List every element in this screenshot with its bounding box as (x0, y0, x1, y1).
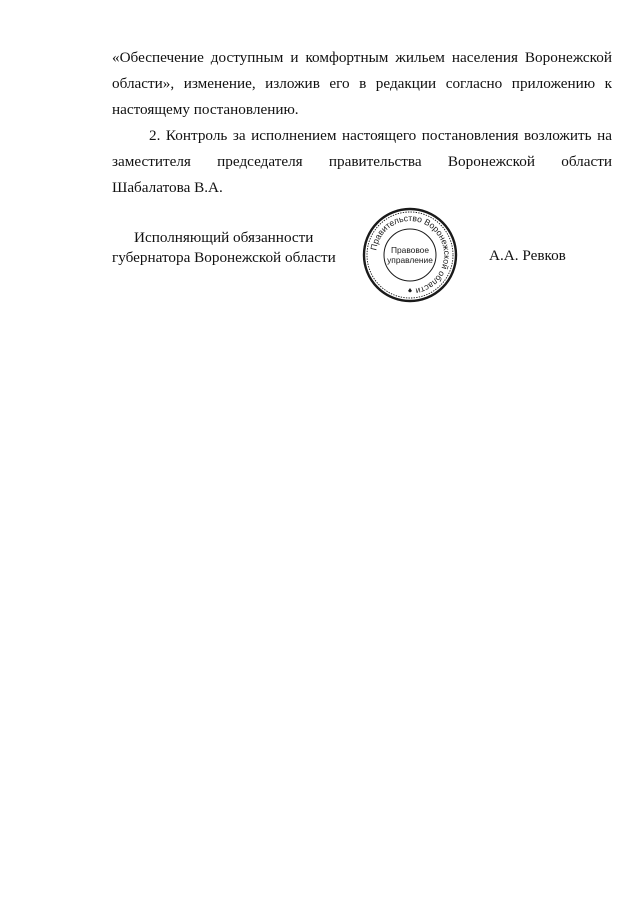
paragraph-2-line-1: 2. Контроль за исполнением настоящего постановления возложить на (149, 127, 612, 144)
seal-ring-text: Правительство Воронежской области (368, 212, 453, 297)
seal-ornament-icon (408, 288, 412, 293)
paragraph-1-line-1: «Обеспечение доступным и комфортным жильем населения Воронежской (112, 49, 612, 66)
signer-position-line-1: Исполняющий обязанности (134, 229, 314, 246)
paragraph-2 (112, 123, 612, 201)
seal-center-line-1: Правовое (390, 245, 430, 255)
signer-position (112, 228, 336, 268)
paragraph-1-line-3: настоящему постановлению. (112, 101, 299, 118)
paragraph-2-line-3: Шабалатова В.А. (112, 179, 223, 196)
official-seal-stamp (360, 205, 460, 305)
paragraph-2-line-2: заместителя председателя правительства Воронежской области (112, 153, 612, 170)
paragraph-1 (112, 45, 612, 123)
seal-center-line-2: управление (387, 255, 433, 265)
paragraph-1-line-2: области», изменение, изложив его в редакции согласно приложению к (112, 75, 612, 92)
signer-position-line-2: губернатора Воронежской области (112, 249, 336, 266)
signer-name: А.А. Ревков (489, 247, 566, 264)
seal-graphic (360, 205, 460, 305)
